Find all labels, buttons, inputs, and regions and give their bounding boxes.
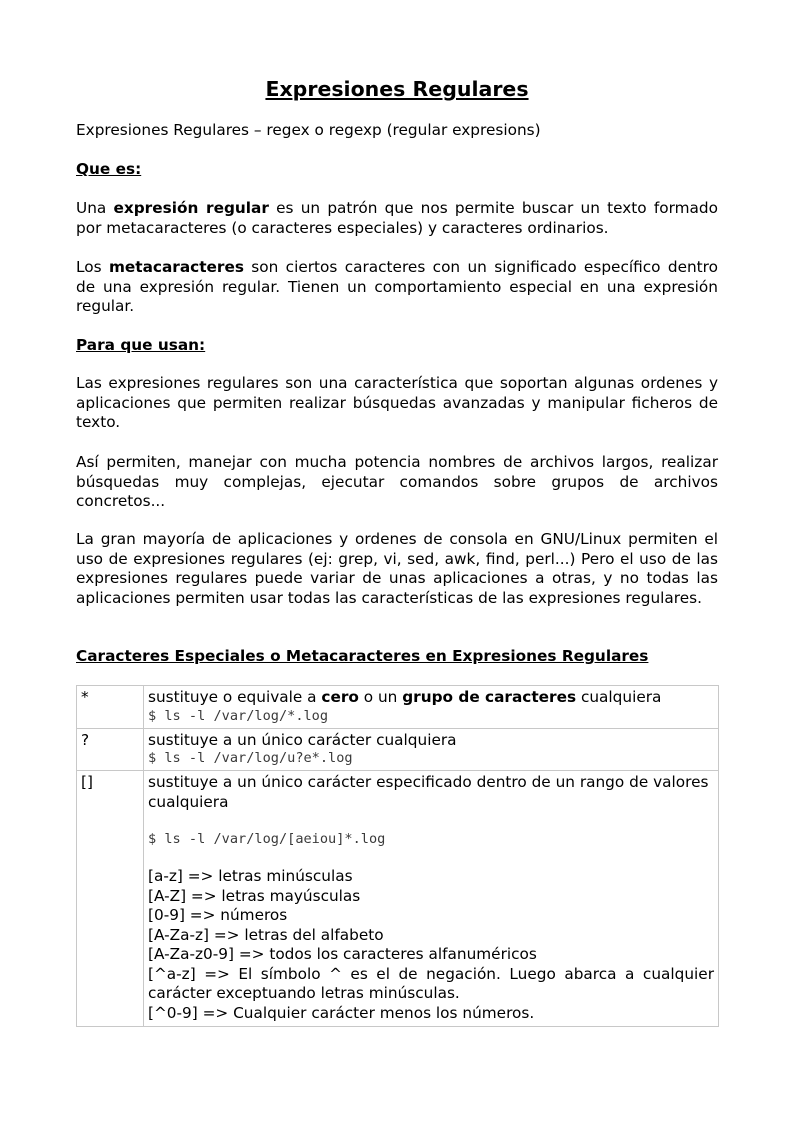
range-item: [A-Z] => letras mayúsculas	[148, 886, 361, 905]
bold-term-grupo: grupo de caracteres	[402, 688, 577, 706]
range-item: [0-9] => números	[148, 906, 288, 924]
text-fragment: Los	[76, 258, 109, 276]
range-item: [A-Za-z] => letras del alfabeto	[148, 925, 384, 944]
bold-term-cero: cero	[321, 688, 359, 706]
document-title: Expresiones Regulares	[265, 77, 529, 101]
code-example: $ ls -l /var/log/u?e*.log	[148, 750, 353, 766]
paragraph-usos: Las expresiones regulares son una característica que soportan algunas ordenes y aplicaciones que permiten realizar búsquedas avanzadas y manipular ficheros de texto.	[76, 374, 718, 431]
description-cell	[144, 686, 719, 729]
range-item: [^0-9] => Cualquier carácter menos los números.	[148, 1003, 535, 1022]
spacer	[148, 812, 714, 831]
intro-line: Expresiones Regulares – regex o regexp (regular expresions)	[76, 121, 541, 139]
range-item: [a-z] => letras minúsculas	[148, 867, 353, 885]
bold-term-metacaracteres: metacaracteres	[108, 258, 244, 276]
spacer	[148, 848, 714, 867]
range-item: [^a-z] => El símbolo ^ es el de negación. Luego abarca a cualquier carácter exceptuando letras minúsculas.	[148, 964, 714, 1002]
metacharacters-table	[76, 685, 719, 1027]
table-row	[77, 771, 719, 1027]
code-example: $ ls -l /var/log/[aeiou]*.log	[148, 831, 386, 847]
description-cell	[144, 728, 719, 771]
range-item: [A-Za-z0-9] => todos los caracteres alfanuméricos	[148, 945, 537, 963]
text-fragment: cualquiera	[576, 688, 662, 706]
text-fragment: es un patrón que nos permite buscar un texto formado por metacaracteres (o caracteres especiales) y caracteres ordinarios.	[76, 199, 718, 237]
paragraph-potencia: Así permiten, manejar con mucha potencia nombres de archivos largos, realizar búsquedas muy complejas, ejecutar comandos sobre grupos de archivos concretos...	[76, 453, 718, 510]
text-fragment: son ciertos caracteres con un significado específico dentro de una expresión regular. Tienen un comportamiento especial en una expresión regular.	[76, 258, 718, 315]
table-row	[77, 728, 719, 771]
description-text: sustituye a un único carácter cualquiera	[148, 730, 457, 749]
symbol-cell: ?	[77, 728, 144, 771]
text-fragment: o un	[358, 688, 403, 706]
heading-que-es: Que es:	[76, 160, 142, 178]
bold-term-expresion-regular: expresión regular	[113, 199, 269, 217]
paragraph-metacaracteres	[76, 258, 718, 317]
symbol-cell: []	[77, 771, 144, 1027]
text-fragment: Una	[76, 199, 114, 217]
heading-caracteres-especiales: Caracteres Especiales o Metacaracteres en Expresiones Regulares	[76, 647, 649, 665]
description-cell	[144, 771, 719, 1027]
description-text: sustituye a un único carácter especificado dentro de un rango de valores cualquiera	[148, 773, 709, 811]
code-example: $ ls -l /var/log/*.log	[148, 707, 329, 724]
heading-para-que-usan: Para que usan:	[76, 336, 206, 354]
text-fragment: sustituye o equivale a	[148, 688, 322, 706]
description-text	[148, 688, 714, 708]
table-row	[77, 686, 719, 729]
paragraph-gnu-linux: La gran mayoría de aplicaciones y ordenes de consola en GNU/Linux permiten el uso de expresiones regulares (ej: grep, vi, sed, awk, find, perl...) Pero el uso de las expresiones regulares puede variar de unas aplicaciones a otras, y no todas las aplicaciones permiten usar todas las características de las expresiones regulares.	[76, 530, 718, 607]
symbol-cell: *	[77, 686, 144, 729]
paragraph-expresion-regular	[76, 199, 718, 238]
